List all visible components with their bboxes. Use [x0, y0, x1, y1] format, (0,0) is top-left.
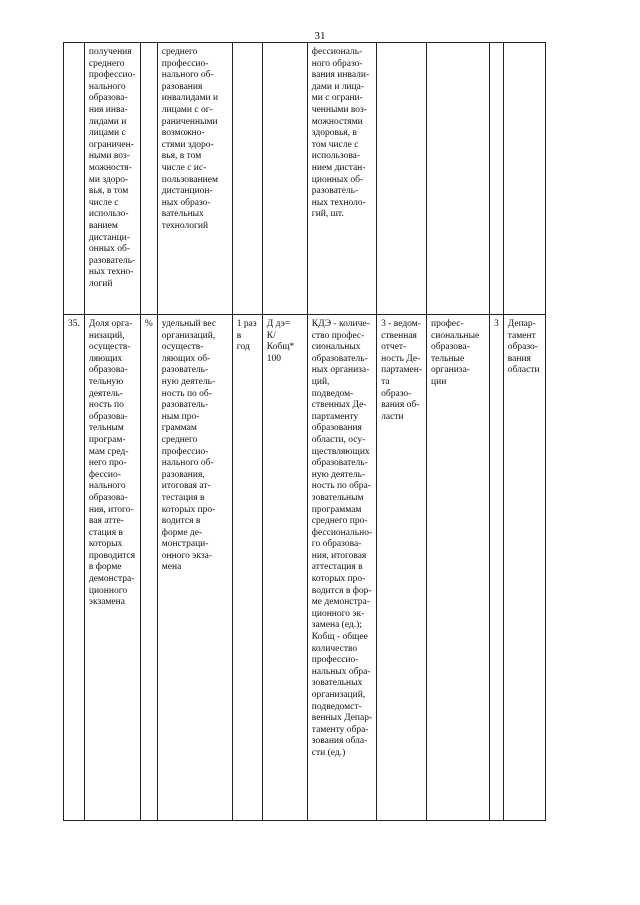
cell-source: 3 - ведом- ственная отчет- ность Де- партамен- та образо- вания об- ласти [377, 315, 427, 821]
cell-num: 35. [64, 315, 85, 821]
cell-indicator-name: получения среднего профессио- нального образова- ния инва- лидами и лицами с ограничен- ными воз- можностя- ми здоро- вья, в том числе с использо- ванием дистанци- онных об- разователь- ных техно- логий [84, 43, 140, 315]
table-row [64, 315, 546, 821]
cell-object [427, 43, 490, 315]
cell-indicator-name: Доля орга- низаций, осуществ- ляющих образова- тельную деятель- ность по образова- тельным програм- мам сред- него про- фессио- нального образова- ния, итого- вая атте- стация в которых проводится в форме демонстра- ционного экзамена [84, 315, 140, 821]
cell-object: профес- сиональные образова- тельные организа- ции [427, 315, 490, 821]
cell-frequency [232, 43, 262, 315]
cell-responsible: Депар- тамент образо- вания области [503, 315, 545, 821]
cell-unit: % [140, 315, 157, 821]
cell-definition: удельный вес организаций, осуществ- ляющих об- разователь- ную деятель- ность по об- разователь- ным про- граммам среднего профессио- нального об- разования, итоговая ат- тестация в которых про- водится в форме де- монстраци- онного экза- мена [157, 315, 232, 821]
cell-frequency: 1 раз в год [232, 315, 262, 821]
cell-unit [140, 43, 157, 315]
cell-level: 3 [490, 315, 504, 821]
table-row [64, 43, 546, 315]
indicators-table [63, 42, 546, 821]
cell-level [490, 43, 504, 315]
cell-num [64, 43, 85, 315]
cell-method: КДЭ - количе- ство профес- сиональных образователь- ных организа- ций, подведом- ственных Де- партаменту образования области, осу- ществляющих образователь- ную деятель- ность по обра- зовательным программам среднего про- фессионально- го образова- ния, итоговая аттестация в которых про- водится в фор- ме демонстра- ционного эк- замена (ед.); Кобщ - общее количество профессио- нальных обра- зовательных организаций, подведомст- венных Депар- таменту обра- зования обла- сти (ед.) [307, 315, 376, 821]
page-number: 31 [314, 30, 326, 42]
cell-formula [262, 43, 307, 315]
cell-formula: Д дэ= К/Кобщ* 100 [262, 315, 307, 821]
cell-definition: среднего профессио- нального об- разования инвалидами и лицами с ог- раниченными возможно- стями здоро- вья, в том числе с ис- пользованием дистанцион- ных образо- вательных технологий [157, 43, 232, 315]
cell-method: фессиональ- ного образо- вания инвали- дами и лица- ми с ограни- ченными воз- можностями здоровья, в том числе с использова- нием дистан- ционных об- разователь- ных техноло- гий, шт. [307, 43, 376, 315]
cell-responsible [503, 43, 545, 315]
cell-source [377, 43, 427, 315]
